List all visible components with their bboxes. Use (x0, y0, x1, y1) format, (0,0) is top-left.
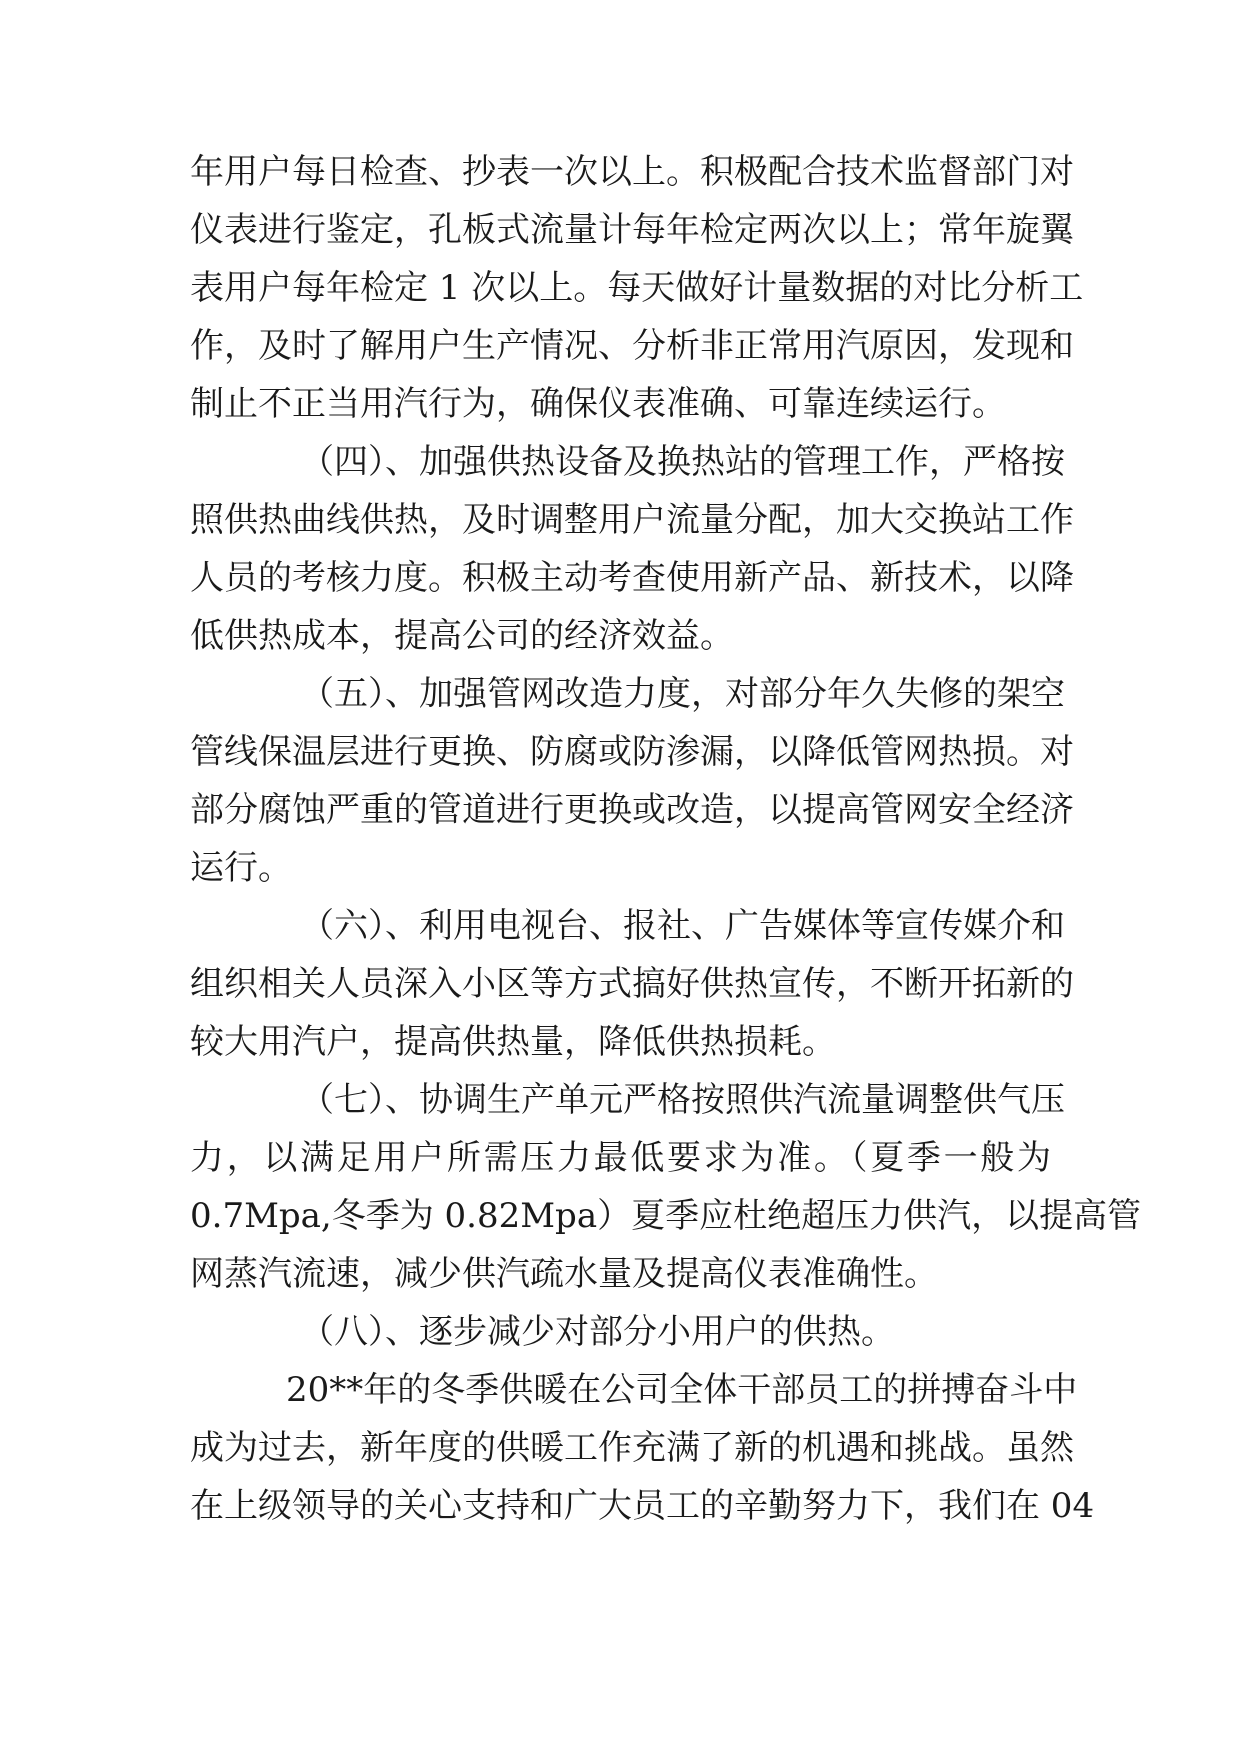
body-text-line: 20**年的冬季供暖在公司全体干部员工的拼搏奋斗中 (286, 1370, 1078, 1410)
body-text-line: 0.7Mpa,冬季为 0.82Mpa）夏季应杜绝超压力供汽，以提高管 (190, 1196, 1142, 1236)
section-heading-line: （六）、利用电视台、报社、广告媒体等宣传媒介和 (300, 906, 1065, 946)
body-text-line: 年用户每日检查、抄表一次以上。积极配合技术监督部门对 (190, 152, 1074, 192)
body-text-line: 网蒸汽流速，减少供汽疏水量及提高仪表准确性。 (190, 1254, 938, 1294)
body-text-line: 部分腐蚀严重的管道进行更换或改造，以提高管网安全经济 (190, 790, 1074, 830)
body-text-line: 管线保温层进行更换、防腐或防渗漏，以降低管网热损。对 (190, 732, 1074, 772)
body-text-line: 表用户每年检定 1 次以上。每天做好计量数据的对比分析工 (190, 268, 1084, 308)
body-text-line: 仪表进行鉴定，孔板式流量计每年检定两次以上；常年旋翼 (190, 210, 1074, 250)
body-text-line: 照供热曲线供热，及时调整用户流量分配，加大交换站工作 (190, 500, 1074, 540)
body-text-line: 作，及时了解用户生产情况、分析非正常用汽原因，发现和 (190, 326, 1074, 366)
body-text-line: 力，以满足用户所需压力最低要求为准。（夏季一般为 (190, 1138, 1051, 1178)
body-text-line: 运行。 (190, 848, 292, 888)
body-text-line: 组织相关人员深入小区等方式搞好供热宣传，不断开拓新的 (190, 964, 1074, 1004)
body-text-line: 低供热成本，提高公司的经济效益。 (190, 616, 734, 656)
section-heading-line: （七）、协调生产单元严格按照供汽流量调整供气压 (300, 1080, 1065, 1120)
body-text-line: 制止不正当用汽行为，确保仪表准确、可靠连续运行。 (190, 384, 1006, 424)
section-heading-line: （四）、加强供热设备及换热站的管理工作，严格按 (300, 442, 1065, 482)
body-text-line: 在上级领导的关心支持和广大员工的辛勤努力下，我们在 04 (190, 1486, 1095, 1526)
section-heading-line: （五）、加强管网改造力度，对部分年久失修的架空 (300, 674, 1065, 714)
body-text-line: 成为过去，新年度的供暖工作充满了新的机遇和挑战。虽然 (190, 1428, 1074, 1468)
body-text-line: 人员的考核力度。积极主动考查使用新产品、新技术，以降 (190, 558, 1074, 598)
section-heading-line: （八）、逐步减少对部分小用户的供热。 (300, 1312, 895, 1352)
body-text-line: 较大用汽户，提高供热量，降低供热损耗。 (190, 1022, 836, 1062)
